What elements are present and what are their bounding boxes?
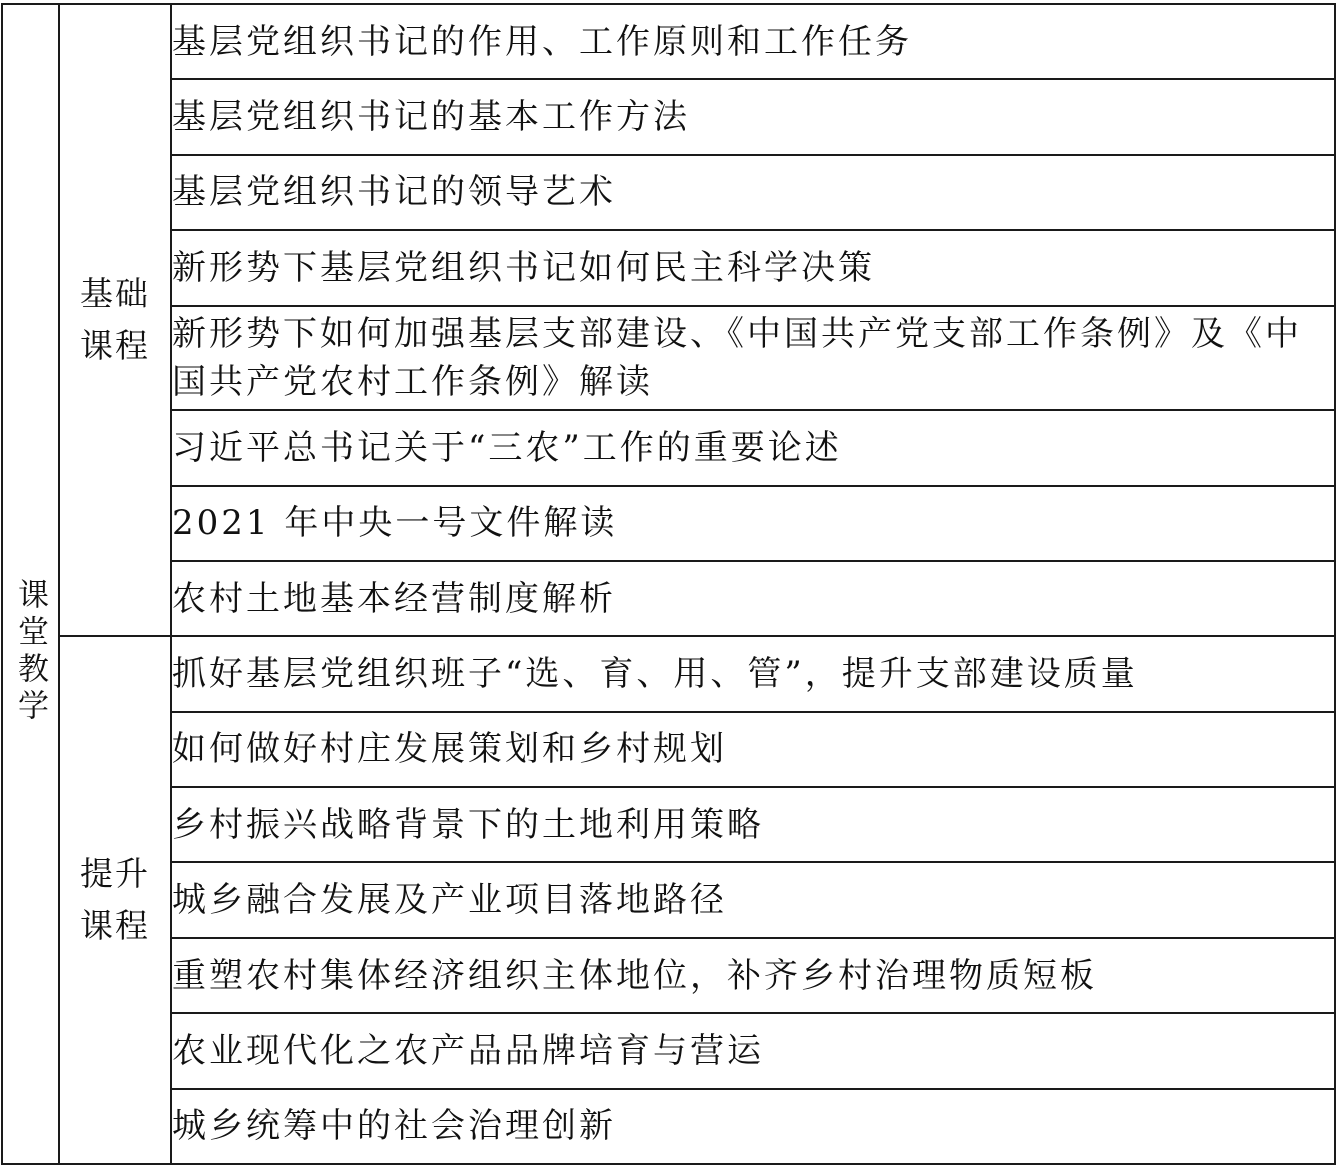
course-item <box>171 79 1335 154</box>
course-item <box>171 938 1335 1013</box>
course-item-text: 乡村振兴战略背景下的土地利用策略 <box>172 804 764 845</box>
course-item <box>171 1013 1335 1088</box>
group-label-advanced: 提升课程 <box>80 854 150 946</box>
section-label: 课堂教学 <box>12 578 48 726</box>
table-row <box>2 230 1335 305</box>
table-row <box>2 712 1335 787</box>
table-row <box>2 1013 1335 1088</box>
section-cell <box>2 4 59 1164</box>
course-item-text: 城乡统筹中的社会治理创新 <box>172 1106 616 1147</box>
table-row <box>2 155 1335 230</box>
course-item <box>171 410 1335 485</box>
course-item <box>171 561 1335 636</box>
course-item-text: 基层党组织书记的基本工作方法 <box>172 97 690 138</box>
course-item-text: 抓好基层党组织班子“选、育、用、管”，提升支部建设质量 <box>172 654 1138 694</box>
course-item-text: 重塑农村集体经济组织主体地位，补齐乡村治理物质短板 <box>172 955 1097 996</box>
table-row <box>2 636 1335 711</box>
course-item-text: 习近平总书记关于“三农”工作的重要论述 <box>172 427 842 468</box>
course-item-text: 基层党组织书记的领导艺术 <box>172 172 616 213</box>
table-row <box>2 79 1335 154</box>
course-item-text: 新形势下如何加强基层支部建设、《中国共产党支部工作条例》及《中国共产党农村工作条例》解读 <box>172 313 1302 402</box>
course-item <box>171 1089 1335 1164</box>
table-row <box>2 862 1335 937</box>
table-row <box>2 787 1335 862</box>
table-row <box>2 4 1335 79</box>
table-row <box>2 306 1335 411</box>
course-item-text: 基层党组织书记的作用、工作原则和工作任务 <box>172 21 912 62</box>
course-item-text: 如何做好村庄发展策划和乡村规划 <box>172 729 727 770</box>
course-item <box>171 4 1335 79</box>
course-item <box>171 486 1335 561</box>
curriculum-table <box>1 3 1336 1165</box>
course-item <box>171 155 1335 230</box>
table-row <box>2 410 1335 485</box>
course-item-text: 农村土地基本经营制度解析 <box>172 578 616 619</box>
course-item <box>171 787 1335 862</box>
course-item <box>171 862 1335 937</box>
table-row <box>2 486 1335 561</box>
group-label-basic: 基础课程 <box>80 274 150 366</box>
course-item <box>171 230 1335 305</box>
course-item-text: 农业现代化之农产品品牌培育与营运 <box>172 1030 764 1071</box>
group-cell-advanced <box>59 636 171 1164</box>
course-item <box>171 636 1335 711</box>
table-row <box>2 561 1335 636</box>
course-item-text: 2021 年中央一号文件解读 <box>172 503 618 544</box>
table-row <box>2 1089 1335 1164</box>
course-item-text: 城乡融合发展及产业项目落地路径 <box>172 880 727 921</box>
course-item <box>171 306 1335 411</box>
course-item-text: 新形势下基层党组织书记如何民主科学决策 <box>172 247 875 288</box>
table-row <box>2 938 1335 1013</box>
group-cell-basic <box>59 4 171 636</box>
course-item <box>171 712 1335 787</box>
